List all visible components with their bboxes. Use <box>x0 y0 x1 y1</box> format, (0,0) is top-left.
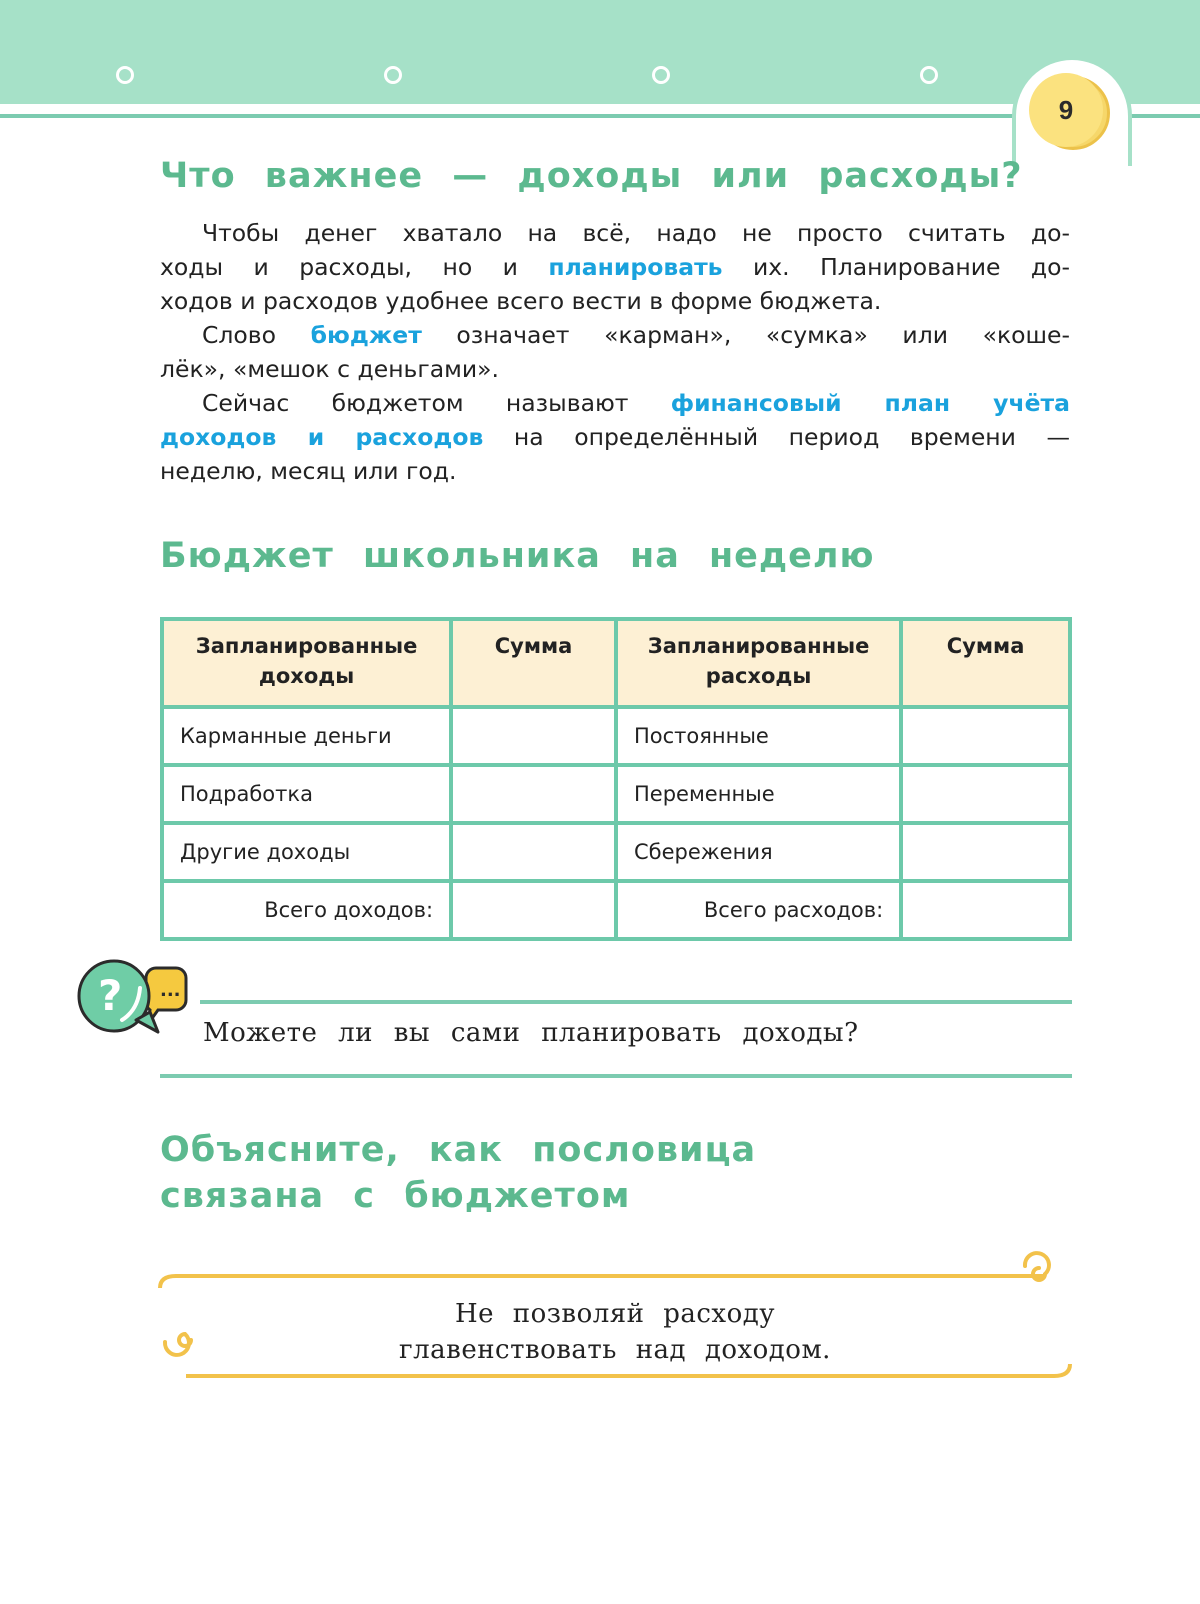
expense-cell: Сбережения <box>616 823 901 881</box>
question-top-line <box>200 1000 1072 1004</box>
question-text: Можете ли вы сами планировать доходы? <box>203 1018 859 1048</box>
table-header-row <box>162 619 1070 707</box>
sum-cell <box>901 823 1070 881</box>
header-label: Запланированные <box>647 634 870 658</box>
term-budget: бюджет <box>310 321 422 349</box>
proverb-title-line1: Объясните, как пословица <box>160 1130 757 1170</box>
proverb-text <box>160 1296 1070 1368</box>
proverb-line: главенствовать над доходом. <box>399 1335 831 1365</box>
text-run: ходы и расходы, но и <box>160 253 549 281</box>
table-row <box>162 707 1070 765</box>
sum-cell <box>451 881 616 939</box>
proverb-title-line2: связана с бюджетом <box>160 1176 631 1216</box>
sum-cell <box>451 823 616 881</box>
header-planned-income <box>162 619 451 707</box>
expense-cell: Переменные <box>616 765 901 823</box>
sum-cell <box>451 765 616 823</box>
sum-cell <box>451 707 616 765</box>
income-cell: Другие доходы <box>162 823 451 881</box>
total-income-label: Всего доходов: <box>162 881 451 939</box>
sum-cell <box>901 881 1070 939</box>
header-sum: Сумма <box>451 619 616 707</box>
term-income-expense: доходов и расходов <box>160 423 484 451</box>
proverb-line: Не позволяй расходу <box>454 1299 776 1329</box>
sum-cell <box>901 765 1070 823</box>
income-cell: Карманные деньги <box>162 707 451 765</box>
budget-table <box>160 617 1072 941</box>
ring-hole-icon <box>116 66 134 84</box>
ring-hole-icon <box>652 66 670 84</box>
paragraph-line: неделю, месяц или год. <box>160 457 457 485</box>
table-row <box>162 765 1070 823</box>
header-label: расходы <box>705 664 812 688</box>
question-bubble-icon <box>76 958 188 1034</box>
paragraph-line <box>160 250 1070 284</box>
paragraph-line <box>160 420 1070 454</box>
paragraph-line: лёк», «мешок с деньгами». <box>160 355 500 383</box>
paragraph-line: Чтобы денег хватало на всё, надо не просто считать до- <box>202 219 1070 247</box>
text-run: на определённый период времени — <box>483 423 1070 451</box>
paragraph-line <box>160 318 1070 352</box>
ring-hole-icon <box>920 66 938 84</box>
sum-cell <box>901 707 1070 765</box>
page-number: 9 <box>1029 73 1103 147</box>
expense-cell: Постоянные <box>616 707 901 765</box>
bubble-dots: ... <box>160 980 181 1001</box>
question-bottom-line <box>160 1074 1072 1078</box>
header-sum: Сумма <box>901 619 1070 707</box>
text-run: означает «карман», «сумка» или «коше- <box>421 321 1070 349</box>
total-expense-label: Всего расходов: <box>616 881 901 939</box>
text-run: Слово <box>202 321 311 349</box>
text-run: их. Планирование до- <box>722 253 1070 281</box>
ring-hole-icon <box>384 66 402 84</box>
table-row <box>162 823 1070 881</box>
intro-text <box>160 216 1070 488</box>
table-title: Бюджет школьника на неделю <box>160 536 875 576</box>
term-financial-plan: финансовый план учёта <box>670 389 1070 417</box>
question-mark: ? <box>98 971 123 1020</box>
text-run: Сейчас бюджетом называют <box>202 389 671 417</box>
term-plan: планировать <box>548 253 723 281</box>
paragraph-line: ходов и расходов удобнее всего вести в форме бюджета. <box>160 287 882 315</box>
header-planned-expense <box>616 619 901 707</box>
income-cell: Подработка <box>162 765 451 823</box>
table-total-row <box>162 881 1070 939</box>
section-title: Что важнее — доходы или расходы? <box>160 156 1023 196</box>
header-label: Запланированные <box>195 634 418 658</box>
paragraph-line <box>160 386 1070 420</box>
header-label: доходы <box>258 664 355 688</box>
